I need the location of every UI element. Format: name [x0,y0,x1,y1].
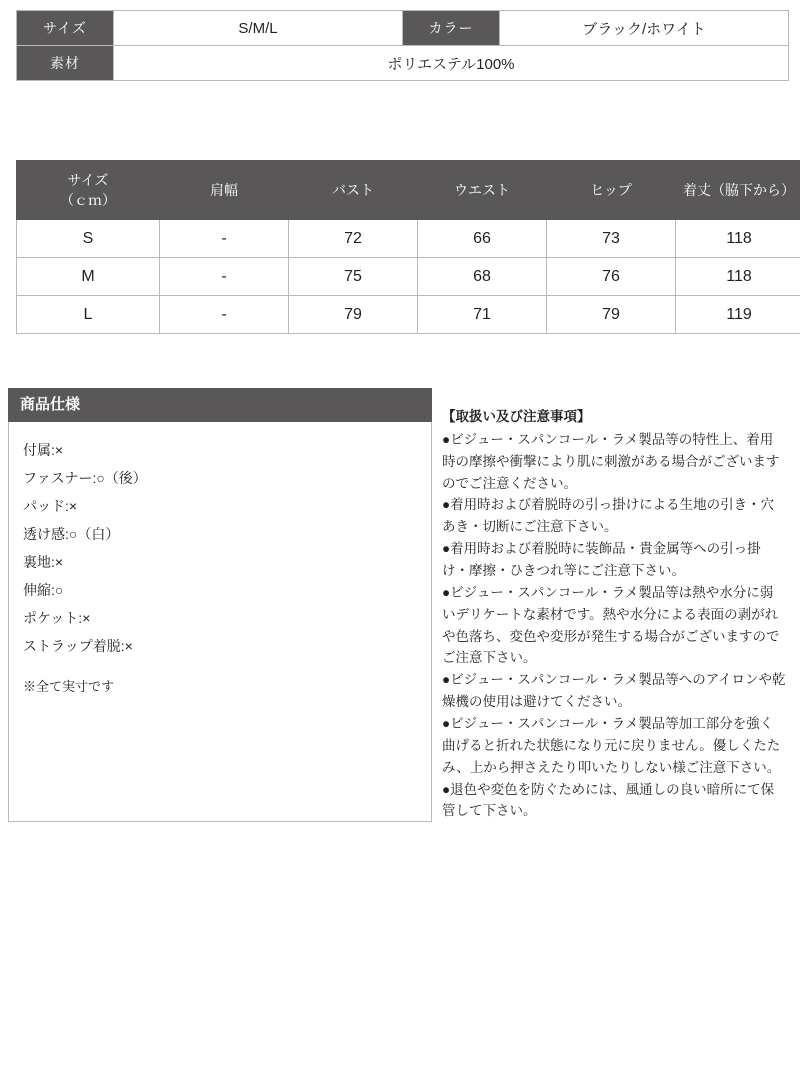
product-spec-title: 商品仕様 [8,388,432,422]
product-spec-panel [8,388,432,822]
cell-size-value: S/M/L [114,11,403,46]
cell-size: L [17,296,160,334]
col-header-size-line1: サイズ [67,171,109,188]
size-measurement-table [16,160,800,334]
list-item: ストラップ着脱:× [23,638,133,654]
list-item: ●ビジュー・スパンコール・ラメ製品等の特性上、着用時の摩擦や衝撃により肌に刺激がある場合がございますのでご注意ください。 [442,431,780,491]
list-item: ●着用時および着脱時に装飾品・貴金属等への引っ掛け・摩擦・ひきつれ等にご注意下さい。 [442,541,761,579]
cell-bust: 79 [289,296,418,334]
cell-bust: 75 [289,258,418,296]
col-header-size-line2: （ｃｍ） [60,192,116,208]
list-item: ポケット:× [23,610,91,626]
table-row [17,46,789,81]
cell-length: 118 [676,258,800,296]
table-row [17,296,800,334]
cell-material-value: ポリエステル100% [114,46,789,81]
list-item: ファスナー:○（後） [23,470,147,486]
cell-hip: 76 [547,258,676,296]
product-attribute-table [16,10,789,81]
cell-size: M [17,258,160,296]
cell-length: 118 [676,220,800,258]
table-header-row [17,161,800,220]
col-header-size [17,161,160,220]
cell-waist: 71 [418,296,547,334]
table-row [17,258,800,296]
cell-length: 119 [676,296,800,334]
table-row [17,220,800,258]
cell-waist: 68 [418,258,547,296]
list-item: パッド:× [23,498,78,514]
cell-shoulder: - [160,220,289,258]
cell-color-label: カラー [403,11,500,46]
col-header-bust: バスト [289,161,418,220]
cell-material-label: 素材 [17,46,114,81]
cell-size-label: サイズ [17,11,114,46]
cell-color-value: ブラック/ホワイト [500,11,789,46]
care-instructions-panel [442,406,786,822]
list-item: ●退色や変色を防ぐためには、風通しの良い暗所にて保管して下さい。 [442,781,775,819]
product-spec-note: ※全て実寸です [23,679,115,694]
cell-waist: 66 [418,220,547,258]
col-header-length: 着丈（脇下から） [676,161,800,220]
list-item: 付属:× [23,442,64,458]
cell-size: S [17,220,160,258]
list-item: ●着用時および着脱時の引っ掛けによる生地の引き・穴あき・切断にご注意下さい。 [442,497,775,535]
cell-hip: 79 [547,296,676,334]
list-item: 透け感:○（白） [23,526,120,542]
cell-bust: 72 [289,220,418,258]
cell-hip: 73 [547,220,676,258]
list-item: ●ビジュー・スパンコール・ラメ製品等は熱や水分に弱いデリケートな素材です。熱や水分による表面の剥がれや色落ち、変色や変形が発生する場合がございますのでご注意下さい。 [442,584,780,666]
col-header-shoulder: 肩幅 [160,161,289,220]
col-header-hip: ヒップ [547,161,676,220]
product-spec-body [8,422,432,822]
cell-shoulder: - [160,296,289,334]
col-header-waist: ウエスト [418,161,547,220]
list-item: 裏地:× [23,554,64,570]
table-row [17,11,789,46]
list-item: ●ビジュー・スパンコール・ラメ製品等へのアイロンや乾燥機の使用は避けてください。 [442,672,786,710]
cell-shoulder: - [160,258,289,296]
list-item: 伸縮:○ [23,582,64,598]
care-instructions-title: 【取扱い及び注意事項】 [442,409,591,424]
list-item: ●ビジュー・スパンコール・ラメ製品等加工部分を強く曲げると折れた状態になり元に戻りません。優しくたたみ、上から押さえたり叩いたりしない様ご注意下さい。 [442,716,781,775]
